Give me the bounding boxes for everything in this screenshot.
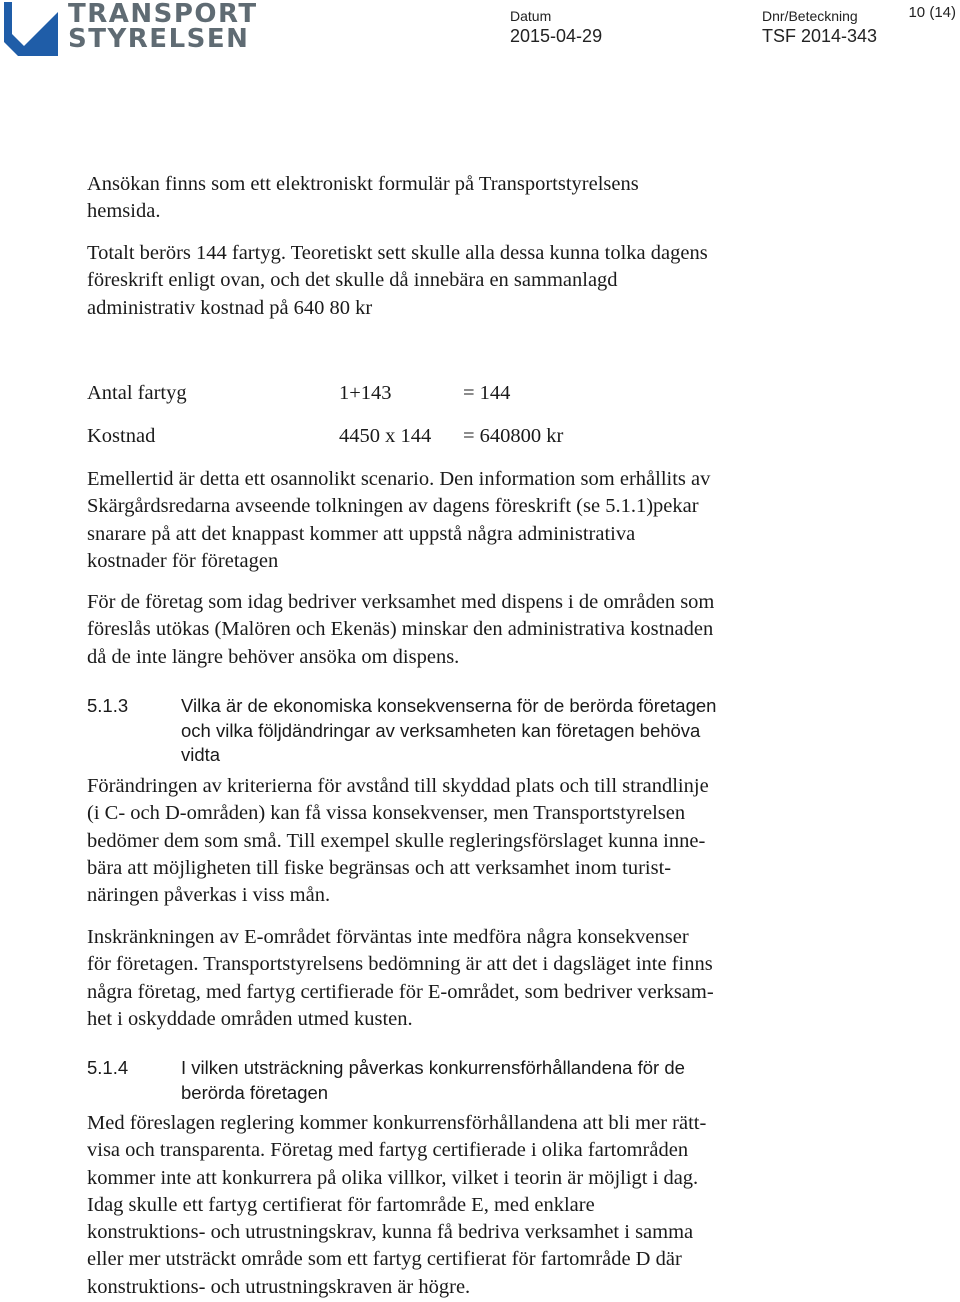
- paragraph-total-affected: Totalt berörs 144 fartyg. Teoretiskt sett skulle alla dessa kunna tolka dagens föreskrift enligt ovan, och det skulle då innebära en sammanlagd administrativ kostnad på 640 80 kr: [87, 242, 708, 319]
- date-value: 2015-04-29: [510, 26, 603, 46]
- section-heading-5-1-3: Vilka är de ekonomiska konsekvenserna för de berörda företagen och vilka följdändringar av verksamheten kan företagen behöva vidta: [181, 695, 717, 765]
- table-cell-label: Kostnad: [87, 425, 156, 447]
- section-number-5-1-4: 5.1.4: [87, 1057, 129, 1078]
- paragraph-application: Ansökan finns som ett elektroniskt formulär på Transportstyrelsens hemsida.: [87, 173, 639, 223]
- paragraph-criteria-change: Förändringen av kriterierna för avstånd till skyddad plats och till strandlinje (i C- och D-områden) kan få vissa konsekvenser, men Transportstyrelsen bedömer dem som små. Till exempel skulle regleringsförslaget kunna inne- bära att möjligheten till fiske begränsas och att verksamhet inom turist- näringen påverkas i viss mån.: [87, 775, 709, 907]
- paragraph-scenario: Emellertid är detta ett osannolikt scenario. Den information som erhållits av Skärgårdsredarna avseende tolkningen av dagens föreskrift (se 5.1.1)pekar snarare på att det knappast kommer att uppstå några administrativa kostnader för företagen: [87, 468, 711, 572]
- table-cell-result: = 640800 kr: [463, 425, 564, 447]
- paragraph-dispensation: För de företag som idag bedriver verksamhet med dispens i de områden som föreslås utökas (Malören och Ekenäs) minskar den administrativa kostnaden då de inte längre behöver ansöka om dispens.: [87, 591, 715, 668]
- reference-value: TSF 2014-343: [762, 26, 878, 46]
- table-cell-label: Antal fartyg: [87, 382, 187, 404]
- paragraph-e-area: Inskränkningen av E-området förväntas inte medföra några konsekvenser för företagen. Transportstyrelsens bedömning är att det i dagsläget inte finns några företag, med fartyg certifierade för E-området, som bedriver verksam- het i oskyddade områden utmed kusten.: [87, 926, 714, 1030]
- section-number-5-1-3: 5.1.3: [87, 695, 129, 716]
- reference-label: Dnr/Beteckning: [762, 8, 858, 24]
- logo-wordmark: [68, 2, 258, 52]
- section-heading-5-1-4: I vilken utsträckning påverkas konkurrensförhållandena för de berörda företagen: [181, 1057, 685, 1103]
- date-label: Datum: [510, 8, 552, 24]
- table-cell-calc: 4450 x 144: [339, 425, 432, 447]
- logo-line-1: TRANSPORT: [68, 0, 258, 29]
- paragraph-competition: Med föreslagen reglering kommer konkurrensförhållandena att bli mer rätt- visa och transparenta. Företag med fartyg certifierade i olika fartområden kommer inte att konkurrera på olika villkor, vilket i teorin är möjligt i dag. Idag skulle ett fartyg certifierat för fartområde E, med enklare konstruktions- och utrustningskrav, kunna få bedriva verksamhet i samma eller mer utsträckt område som ett fartyg certifierat för fartområde D där konstruktions- och utrustningskraven är högre.: [87, 1112, 707, 1298]
- table-cell-calc: 1+143: [339, 382, 392, 404]
- transportstyrelsen-logo: [4, 0, 258, 56]
- logo-mark-icon: [4, 2, 58, 56]
- table-cell-result: = 144: [463, 382, 511, 404]
- page-number: 10 (14): [908, 4, 956, 21]
- logo-line-2: STYRELSEN: [68, 24, 250, 54]
